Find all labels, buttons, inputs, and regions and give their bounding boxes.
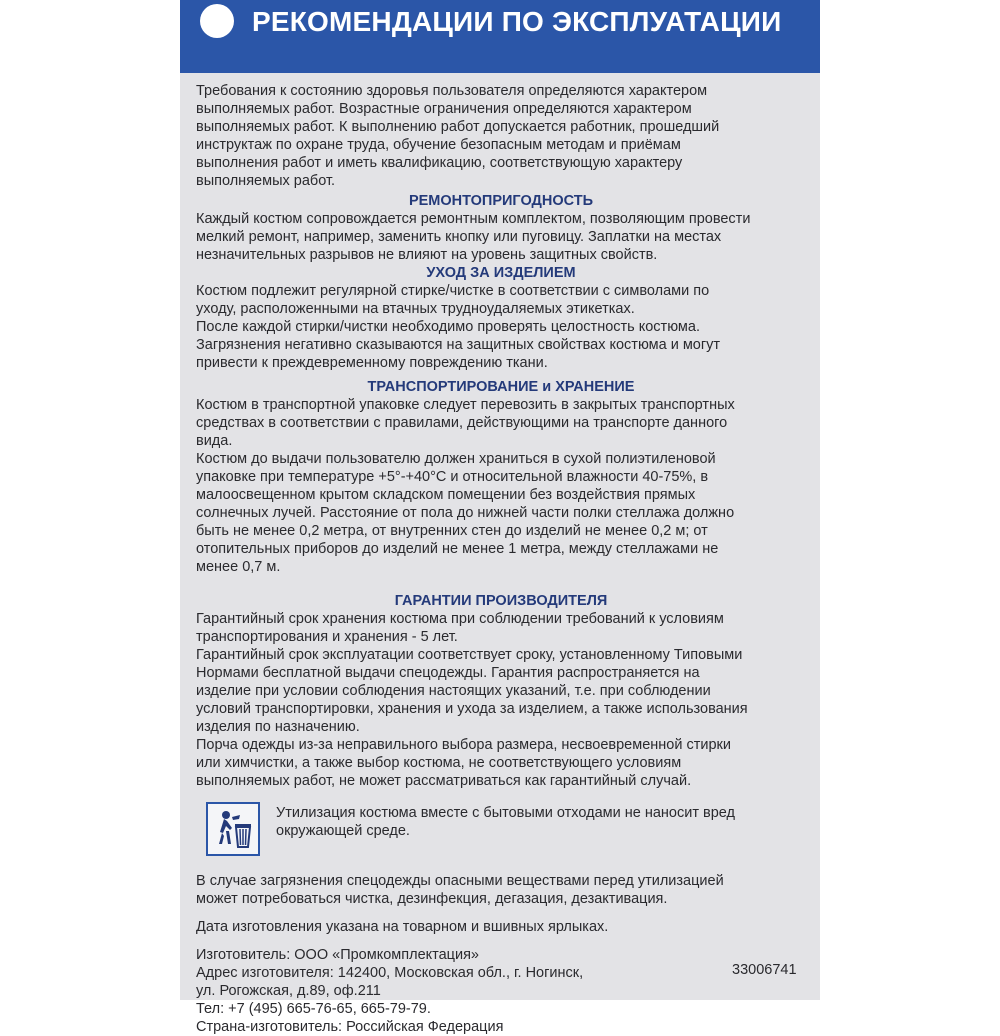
- warranty-line: изделия по назначению.: [196, 719, 360, 735]
- intro-line: выполняемых работ. К выполнению работ допускается работник, прошедший: [196, 119, 720, 135]
- transport-heading: ТРАНСПОРТИРОВАНИЕ и ХРАНЕНИЕ: [367, 379, 635, 395]
- manufacture-date: Дата изготовления указана на товарном и вшивных ярлыках.: [196, 919, 609, 935]
- transport-line: солнечных лучей. Расстояние от пола до нижней части полки стеллажа должно: [196, 505, 735, 521]
- warranty-line: выполняемых работ, не может рассматриваться как гарантийный случай.: [196, 773, 692, 789]
- warranty-line: Порча одежды из-за неправильного выбора размера, несвоевременной стирки: [196, 737, 731, 753]
- care-heading: УХОД ЗА ИЗДЕЛИЕМ: [426, 265, 576, 281]
- care-line: уходу, расположенными на втачных трудноудаляемых этикетках.: [196, 301, 635, 317]
- manufacturer-line: Изготовитель: ООО «Промкомплектация»: [196, 947, 479, 963]
- page-title: РЕКОМЕНДАЦИИ ПО ЭКСПЛУАТАЦИИ: [252, 6, 782, 37]
- product-code: 33006741: [732, 962, 797, 978]
- contamination-line: может потребоваться чистка, дезинфекция, дегазация, дезактивация.: [196, 891, 668, 907]
- repair-line: мелкий ремонт, например, заменить кнопку или пуговицу. Заплатки на местах: [196, 229, 722, 245]
- intro-section: [196, 82, 806, 190]
- care-line: Костюм подлежит регулярной стирке/чистке в соответствии с символами по: [196, 283, 710, 299]
- repair-heading: РЕМОНТОПРИГОДНОСТЬ: [408, 193, 594, 209]
- disposal-line: Утилизация костюма вместе с бытовыми отходами не наносит вред: [276, 805, 735, 821]
- warranty-line: или химчистки, а также выбор костюма, не соответствующего условиям: [196, 755, 682, 771]
- manufacturer-line: ул. Рогожская, д.89, оф.211: [196, 983, 381, 999]
- transport-line: отопительных приборов до изделий не менее 1 метра, между стеллажами не: [196, 541, 719, 557]
- instruction-label: [180, 0, 820, 1035]
- warranty-line: условий транспортировки, хранения и ухода за изделием, а также использования: [196, 701, 748, 717]
- transport-section: [196, 378, 806, 576]
- transport-line: Костюм в транспортной упаковке следует перевозить в закрытых транспортных: [196, 397, 735, 413]
- intro-line: выполняемых работ.: [196, 173, 336, 189]
- transport-line: Костюм до выдачи пользователю должен храниться в сухой полиэтиленовой: [196, 451, 716, 467]
- contamination-line: В случае загрязнения спецодежды опасными веществами перед утилизацией: [196, 873, 724, 889]
- hang-hole: [200, 4, 234, 38]
- warranty-heading: ГАРАНТИИ ПРОИЗВОДИТЕЛЯ: [394, 593, 608, 609]
- transport-line: быть не менее 0,2 метра, от внутренних стен до изделий не менее 0,2 м; от: [196, 523, 708, 539]
- transport-line: вида.: [196, 433, 233, 449]
- label-body: [196, 82, 806, 1036]
- warranty-line: Гарантийный срок хранения костюма при соблюдении требований к условиям: [196, 611, 724, 627]
- manufacturer-line: Адрес изготовителя: 142400, Московская обл., г. Ногинск,: [196, 965, 584, 981]
- warranty-line: транспортирования и хранения - 5 лет.: [196, 629, 458, 645]
- repair-line: Каждый костюм сопровождается ремонтным комплектом, позволяющим провести: [196, 211, 751, 227]
- care-line: После каждой стирки/чистки необходимо проверять целостность костюма.: [196, 319, 700, 335]
- warranty-line: Нормами бесплатной выдачи спецодежды. Гарантия распространяется на: [196, 665, 700, 681]
- intro-line: Требования к состоянию здоровья пользователя определяются характером: [196, 83, 708, 99]
- warranty-line: Гарантийный срок эксплуатации соответствует сроку, установленному Типовыми: [196, 647, 743, 663]
- warranty-section: [196, 592, 806, 790]
- transport-line: малоосвещенном крытом складском помещении без воздействия прямых: [196, 487, 696, 503]
- disposal-section: [196, 802, 806, 862]
- manufacturer-line: Страна-изготовитель: Российская Федерация: [196, 1019, 504, 1035]
- intro-line: выполнения работ и иметь квалификацию, соответствующую характеру: [196, 155, 683, 171]
- care-line: Загрязнения негативно сказываются на защитных свойствах костюма и могут: [196, 337, 721, 353]
- disposal-text: [276, 804, 735, 840]
- repair-section: [196, 192, 806, 264]
- repair-line: незначительных разрывов не влияют на уровень защитных свойств.: [196, 247, 658, 263]
- transport-line: упаковке при температуре +5°-+40°С и относительной влажности 40-75%, в: [196, 469, 709, 485]
- intro-line: выполняемых работ. Возрастные ограничения определяются характером: [196, 101, 692, 117]
- transport-line: средствах в соответствии с правилами, действующими на транспорте данного: [196, 415, 728, 431]
- warranty-line: изделие при условии соблюдения настоящих указаний, т.е. при соблюдении: [196, 683, 711, 699]
- manufacturer-section: [196, 946, 806, 1036]
- header-bar: [180, 0, 820, 73]
- care-section: [196, 264, 806, 372]
- transport-line: менее 0,7 м.: [196, 559, 281, 575]
- manufacturer-line: Тел: +7 (495) 665-76-65, 665-79-79.: [196, 1001, 431, 1017]
- recycle-bin-icon: [206, 802, 260, 856]
- care-line: привести к преждевременному повреждению ткани.: [196, 355, 548, 371]
- disposal-line: окружающей среде.: [276, 823, 410, 839]
- intro-line: инструктаж по охране труда, обучение безопасным методам и приёмам: [196, 137, 681, 153]
- contamination-section: [196, 872, 806, 908]
